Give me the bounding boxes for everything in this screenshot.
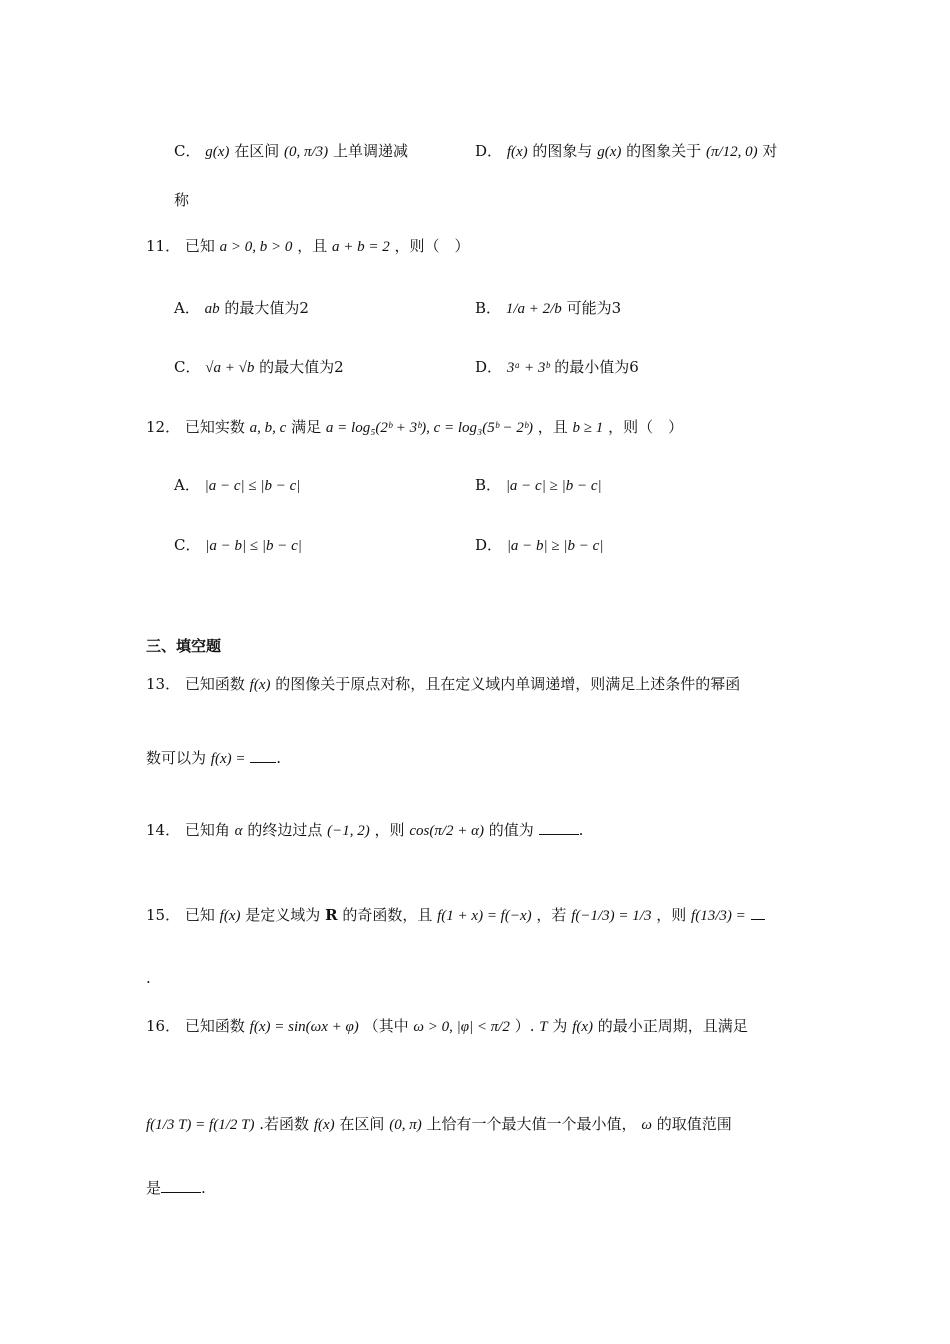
answer-blank[interactable] [161, 1178, 201, 1193]
math-expr: (0, π) [389, 1117, 422, 1133]
real-set-symbol: R [325, 906, 338, 924]
q11-option-b [475, 298, 621, 319]
math-expr: b ≥ 1 [572, 420, 604, 436]
math-expr: a > 0, b > 0 [219, 239, 293, 255]
question-text: 数可以为 [146, 749, 207, 767]
question-text: ，若 [536, 906, 567, 924]
option-label: D． [475, 536, 503, 554]
q15-period: . [146, 969, 151, 987]
question-text: ）. [514, 1017, 535, 1035]
math-expr: (0, π/3) [284, 144, 329, 160]
math-expr: f(x) [249, 677, 271, 693]
q10-option-d [475, 141, 777, 162]
question-text: 是定义域为 [245, 906, 321, 924]
question-text: 的值为 [488, 821, 534, 839]
q16-line-3 [146, 1178, 206, 1198]
question-text: .若函数 [259, 1115, 310, 1133]
period: . [201, 1179, 206, 1197]
math-expr: a + b = 2 [332, 239, 390, 255]
question-text: ，且 [537, 418, 568, 436]
math-expr: 1/a + 2/b [505, 301, 562, 317]
math-expr: |a − c| ≤ |b − c| [204, 478, 301, 494]
section-title: 三、填空题 [146, 637, 222, 655]
q12-option-d [475, 535, 603, 556]
option-label: B． [475, 476, 502, 494]
q12-option-c [174, 535, 302, 556]
question-text: ，则 [374, 821, 405, 839]
option-text: 对 [762, 142, 778, 160]
question-text: 已知函数 [184, 675, 245, 693]
question-text: 已知 [184, 906, 215, 924]
question-text: 的最小正周期，且满足 [597, 1017, 748, 1035]
option-text: 的最小值为6 [554, 358, 639, 376]
option-label: D． [475, 142, 503, 160]
math-expr: f(1/3 T) = f(1/2 T) [146, 1117, 255, 1133]
q12-option-b [475, 475, 602, 496]
option-text: 可能为3 [566, 299, 622, 317]
option-text: 的图象关于 [626, 142, 702, 160]
math-expr: f(x) [219, 908, 241, 924]
math-expr: |a − c| ≥ |b − c| [505, 478, 602, 494]
option-text: 的图象与 [532, 142, 593, 160]
option-label: B． [475, 299, 502, 317]
math-expr: ab [204, 301, 220, 317]
q11-option-a [174, 298, 309, 319]
question-text: ，则（ ） [394, 237, 470, 255]
question-text: 的图像关于原点对称，且在定义域内单调递增，则满足上述条件的幂函 [275, 675, 741, 693]
question-text: 满足 [291, 418, 322, 436]
question-text: ，且 [297, 237, 328, 255]
q13-line-1 [146, 674, 740, 695]
option-label: C． [174, 142, 201, 160]
answer-blank[interactable] [751, 905, 765, 920]
question-text: ，则（ ） [608, 418, 684, 436]
math-expr: f(x) [313, 1117, 335, 1133]
option-label: C． [174, 358, 201, 376]
math-expr: g(x) [205, 144, 230, 160]
math-expr: cos(π/2 + α) [409, 823, 484, 839]
math-expr: α [234, 823, 243, 839]
question-text: （其中 [363, 1017, 409, 1035]
answer-blank[interactable] [539, 820, 579, 835]
q14-stem [146, 820, 583, 841]
q10-option-c [174, 141, 408, 162]
option-text: 在区间 [234, 142, 280, 160]
math-expr: |a − b| ≥ |b − c| [506, 538, 604, 554]
question-text: 上恰有一个最大值一个最小值， [426, 1115, 637, 1133]
math-expr: f(x) = sin(ωx + φ) [249, 1019, 359, 1035]
q16-line-2 [146, 1114, 732, 1135]
option-label: D． [475, 358, 503, 376]
option-label: A． [174, 299, 200, 317]
math-expr: ω [641, 1117, 652, 1133]
period: . [276, 749, 282, 767]
question-number: 11． [146, 237, 181, 255]
math-expr: (π/12, 0) [705, 144, 758, 160]
question-number: 16． [146, 1017, 181, 1035]
question-text: 为 [552, 1017, 568, 1035]
answer-blank[interactable] [250, 748, 276, 763]
question-text: 已知函数 [184, 1017, 245, 1035]
math-expr: f(x) [506, 144, 528, 160]
question-text: 已知角 [184, 821, 230, 839]
q15-stem [146, 905, 765, 926]
math-expr: g(x) [597, 144, 622, 160]
question-text: 已知实数 [184, 418, 245, 436]
option-text: 的最大值为2 [259, 358, 344, 376]
q16-line-1 [146, 1016, 748, 1037]
math-expr: f(x) [572, 1019, 594, 1035]
math-expr: f(−1/3) = 1/3 [571, 908, 652, 924]
question-number: 13． [146, 675, 181, 693]
question-number: 12． [146, 418, 181, 436]
option-label: C． [174, 536, 201, 554]
q11-stem [146, 236, 470, 257]
period: . [578, 821, 584, 839]
question-text: 的奇函数，且 [342, 906, 433, 924]
math-expr: ω > 0, |φ| < π/2 [413, 1019, 510, 1035]
option-text: 的最大值为2 [224, 299, 309, 317]
math-expr: 3ᵃ + 3ᵇ [506, 360, 550, 376]
q12-stem [146, 417, 683, 438]
q12-option-a [174, 475, 300, 496]
option-text: 上单调递减 [332, 142, 408, 160]
math-expr: (−1, 2) [327, 823, 370, 839]
q11-option-d [475, 357, 639, 378]
q10-option-d-wrap: 称 [174, 191, 190, 209]
option-label: A． [174, 476, 200, 494]
math-expr: f(13/3) = [691, 908, 746, 924]
math-expr: f(1 + x) = f(−x) [437, 908, 532, 924]
question-text: 的终边过点 [247, 821, 323, 839]
math-expr: |a − b| ≤ |b − c| [205, 538, 302, 554]
math-expr: a, b, c [249, 420, 287, 436]
q13-line-2 [146, 748, 281, 769]
question-text: 已知 [184, 237, 215, 255]
question-text: 是 [146, 1179, 162, 1197]
question-number: 15． [146, 906, 181, 924]
math-expr: T [539, 1019, 548, 1035]
question-text: 在区间 [339, 1115, 385, 1133]
question-text: ，则 [656, 906, 687, 924]
math-expr: √a + √b [205, 360, 255, 376]
q11-option-c [174, 357, 344, 378]
question-number: 14． [146, 821, 181, 839]
math-expr: f(x) = [210, 751, 246, 767]
question-text: 的取值范围 [656, 1115, 732, 1133]
math-expr: a = log₅(2ᵇ + 3ᵇ), c = log₃(5ᵇ − 2ᵇ) [325, 420, 533, 436]
